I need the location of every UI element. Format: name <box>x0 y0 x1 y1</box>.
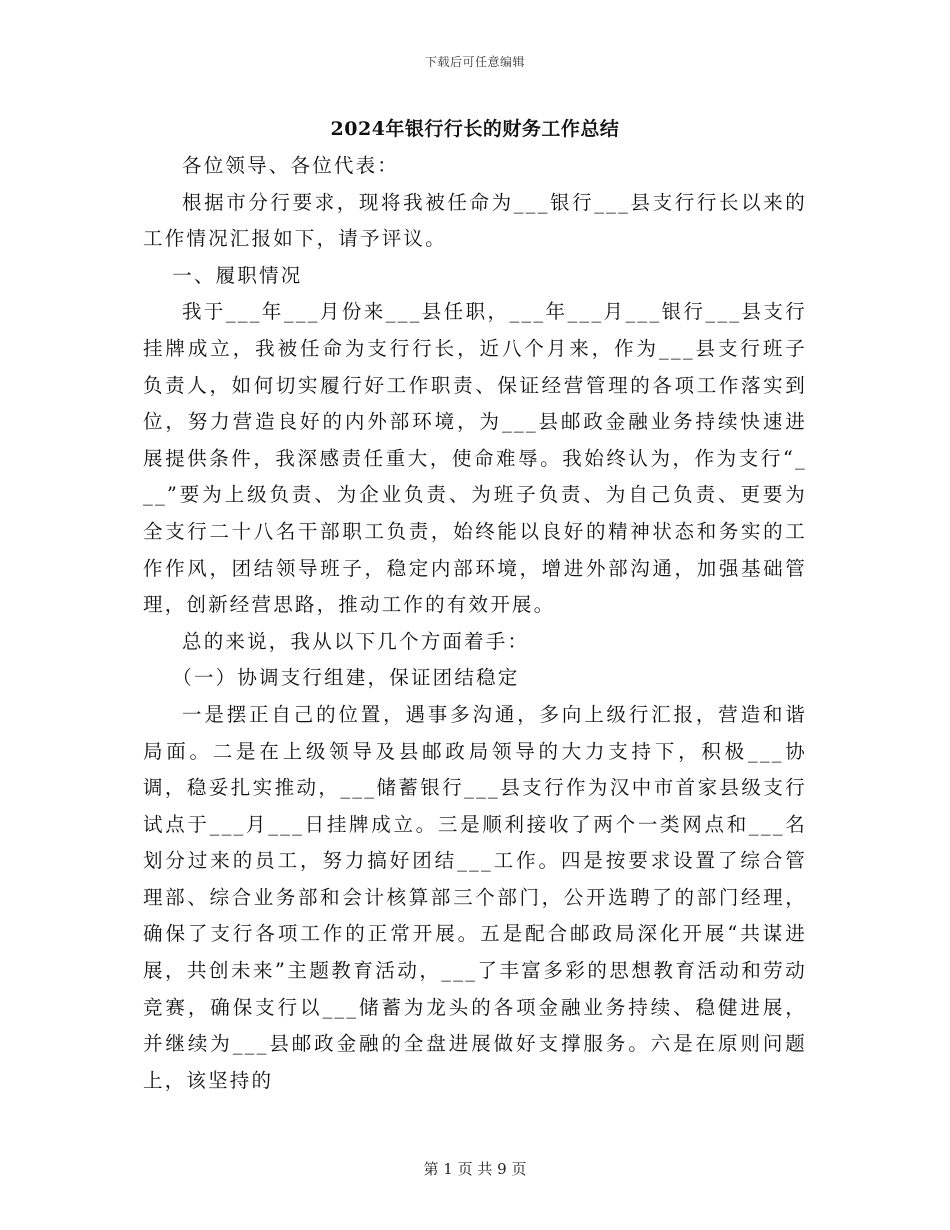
subsection-heading-1: （一）协调支行组建，保证团结稳定 <box>172 666 520 690</box>
document-title: 2024年银行行长的财务工作总结 <box>330 118 620 140</box>
document-body <box>143 148 807 1099</box>
paragraph-summary: 总的来说，我从以下几个方面着手： <box>182 629 530 653</box>
paragraph-duty: 我于___年___月份来___县任职，___年___月___银行___县支行挂牌成立，我被任命为支行行长，近八个月来，作为___县支行班子负责人，如何切实履行好工作职责、保证经营管理的各项工作落实到位，努力营造良好的内外部环境，为___县邮政金融业务持续快速进展提供条件，我深感责任重大，使命难辱。我始终认为，作为支行“___”要为上级负责、为企业负责、为班子负责、为自己负责、更要为全支行二十八名干部职工负责，始终能以良好的精神状态和务实的工作作风，团结领导班子，稳定内部环境，增进外部沟通，加强基础管理，创新经营思路，推动工作的有效开展。 <box>143 300 807 617</box>
section-heading-1: 一、履职情况 <box>172 263 303 287</box>
paragraph-coordination: 一是摆正自己的位置，遇事多沟通，多向上级行汇报，营造和谐局面。二是在上级领导及县邮政局领导的大力支持下，积极___协调，稳妥扎实推动，___储蓄银行___县支行作为汉中市首家县级支行试点于___月___日挂牌成立。三是顺利接收了两个一类网点和___名划分过来的员工，努力搞好团结___工作。四是按要求设置了综合管理部、综合业务部和会计核算部三个部门，公开选聘了的部门经理，确保了支行各项工作的正常开展。五是配合邮政局深化开展“共谋进展，共创未来”主题教育活动，___了丰富多彩的思想教育活动和劳动竞赛，确保支行以___储蓄为龙头的各项金融业务持续、稳健进展，并继续为___县邮政金融的全盘进展做好支撑服务。六是在原则问题上，该坚持的 <box>143 702 807 1092</box>
paragraph-intro: 根据市分行要求，现将我被任命为___银行___县支行行长以来的工作情况汇报如下，请予评议。 <box>143 190 807 251</box>
header-note: 下载后可任意编辑 <box>424 55 525 69</box>
page-number: 第 1 页 共 9 页 <box>423 1160 527 1178</box>
salutation: 各位领导、各位代表： <box>182 154 400 177</box>
